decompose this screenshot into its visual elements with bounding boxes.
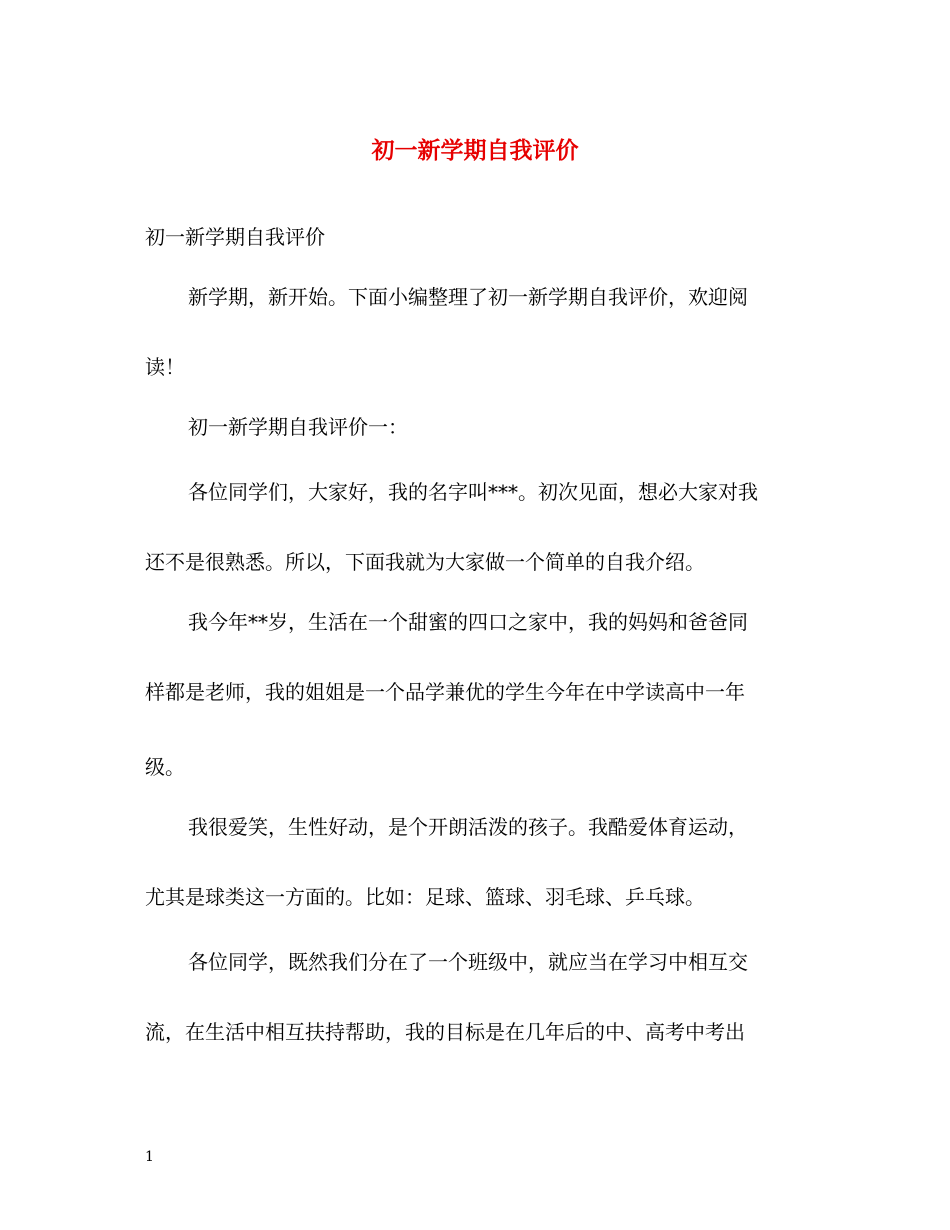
paragraph-line: 我很爱笑，生性好动，是个开朗活泼的孩子。我酷爱体育运动， xyxy=(188,815,748,839)
paragraph-line: 还不是很熟悉。所以，下面我就为大家做一个简单的自我介绍。 xyxy=(145,550,705,574)
paragraph-line: 各位同学，既然我们分在了一个班级中，就应当在学习中相互交 xyxy=(188,950,748,974)
paragraph-line: 新学期，新开始。下面小编整理了初一新学期自我评价，欢迎阅 xyxy=(188,285,748,309)
paragraph-line: 尤其是球类这一方面的。比如：足球、篮球、羽毛球、乒乓球。 xyxy=(145,885,705,909)
page-number: 1 xyxy=(145,1149,154,1165)
paragraph-line: 读！ xyxy=(145,355,185,379)
page-title: 初一新学期自我评价 xyxy=(371,137,579,164)
paragraph-line: 流，在生活中相互扶持帮助，我的目标是在几年后的中、高考中考出 xyxy=(145,1020,745,1044)
paragraph-line: 各位同学们，大家好，我的名字叫***。初次见面，想必大家对我 xyxy=(188,480,758,504)
section-heading: 初一新学期自我评价一： xyxy=(188,415,408,439)
paragraph-line: 我今年**岁，生活在一个甜蜜的四口之家中，我的妈妈和爸爸同 xyxy=(188,610,748,634)
paragraph-line: 级。 xyxy=(145,755,185,779)
subtitle-line: 初一新学期自我评价 xyxy=(145,225,325,249)
paragraph-line: 样都是老师，我的姐姐是一个品学兼优的学生今年在中学读高中一年 xyxy=(145,680,745,704)
